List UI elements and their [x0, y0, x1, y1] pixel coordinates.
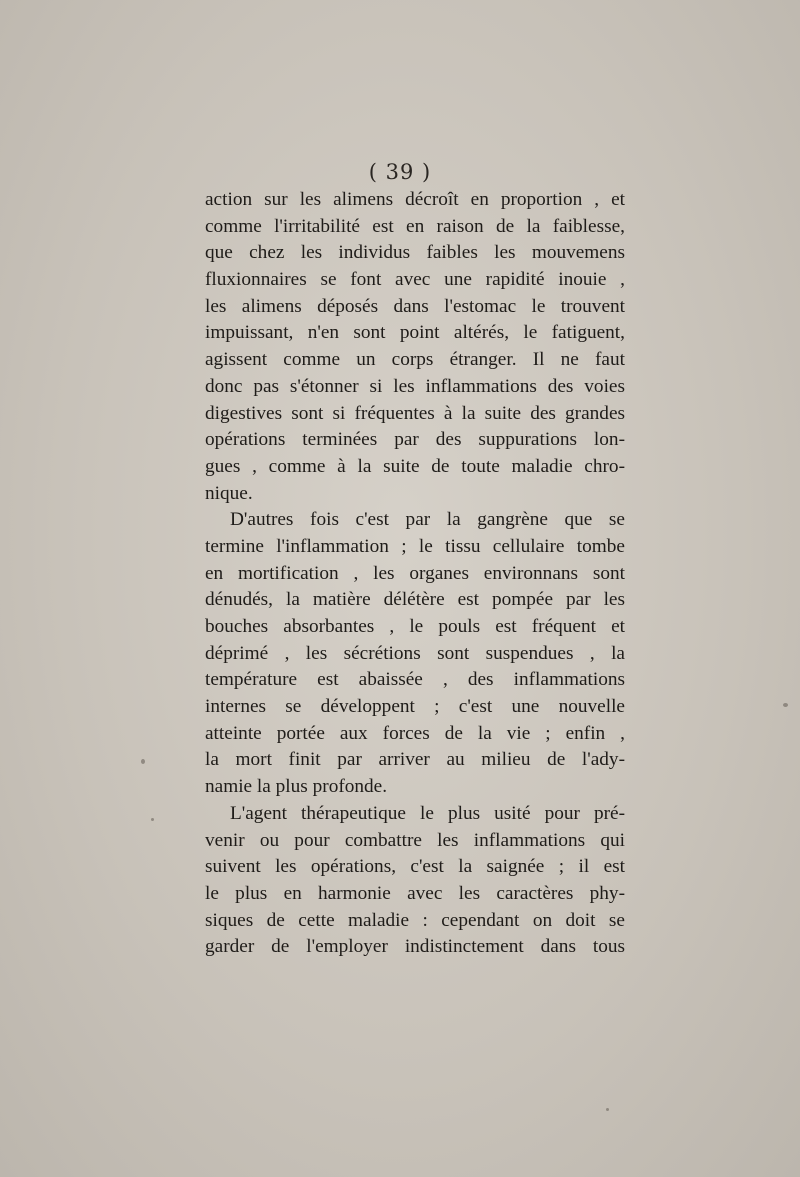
- text-line: donc pas s'étonner si les inflammations des voies: [205, 375, 625, 397]
- paper-speck: [783, 703, 788, 707]
- text-line: température est abaissée , des inflammations: [205, 669, 625, 691]
- text-line: digestives sont si fréquentes à la suite des grandes: [205, 402, 625, 424]
- text-line: L'agent thérapeutique le plus usité pour pré-: [230, 802, 625, 824]
- text-line: siques de cette maladie : cependant on doit se: [205, 909, 625, 931]
- paper-speck: [151, 818, 154, 821]
- text-line: déprimé , les sécrétions sont suspendues , la: [205, 642, 625, 664]
- text-line: suivent les opérations, c'est la saignée ; il est: [205, 856, 625, 878]
- text-line: action sur les alimens décroît en proportion , et: [205, 189, 625, 210]
- text-line: les alimens déposés dans l'estomac le trouvent: [205, 295, 625, 317]
- paper-speck: [606, 1108, 609, 1111]
- text-line: opérations terminées par des suppurations lon-: [205, 429, 625, 451]
- text-line: impuissant, n'en sont point altérés, le fatiguent,: [205, 322, 625, 344]
- text-line: la mort finit par arriver au milieu de l'ady-: [205, 749, 625, 771]
- text-line: namie la plus profonde.: [205, 776, 388, 798]
- text-line: internes se développent ; c'est une nouvelle: [205, 696, 625, 718]
- text-line: dénudés, la matière délétère est pompée par les: [205, 589, 625, 611]
- text-line: bouches absorbantes , le pouls est fréquent et: [205, 616, 625, 637]
- text-line: termine l'inflammation ; le tissu cellulaire tombe: [205, 535, 625, 557]
- text-line: agissent comme un corps étranger. Il ne faut: [205, 349, 625, 371]
- paper-speck: [141, 759, 145, 764]
- page-number: ( 39 ): [368, 160, 432, 184]
- text-line: atteinte portée aux forces de la vie ; enfin ,: [205, 722, 625, 744]
- text-line: fluxionnaires se font avec une rapidité inouie ,: [205, 269, 625, 291]
- text-line: D'autres fois c'est par la gangrène que se: [230, 509, 625, 531]
- body-text: [205, 187, 625, 961]
- text-line: nique.: [205, 482, 253, 504]
- text-line: en mortification , les organes environnans sont: [205, 562, 625, 584]
- text-line: que chez les individus faibles les mouvemens: [205, 242, 625, 264]
- text-line: comme l'irritabilité est en raison de la faiblesse,: [205, 215, 625, 237]
- text-line: le plus en harmonie avec les caractères phy-: [205, 882, 625, 904]
- text-line: venir ou pour combattre les inflammations qui: [205, 829, 625, 851]
- text-line: gues , comme à la suite de toute maladie chro-: [205, 455, 625, 477]
- text-line: garder de l'employer indistinctement dans tous: [205, 936, 625, 958]
